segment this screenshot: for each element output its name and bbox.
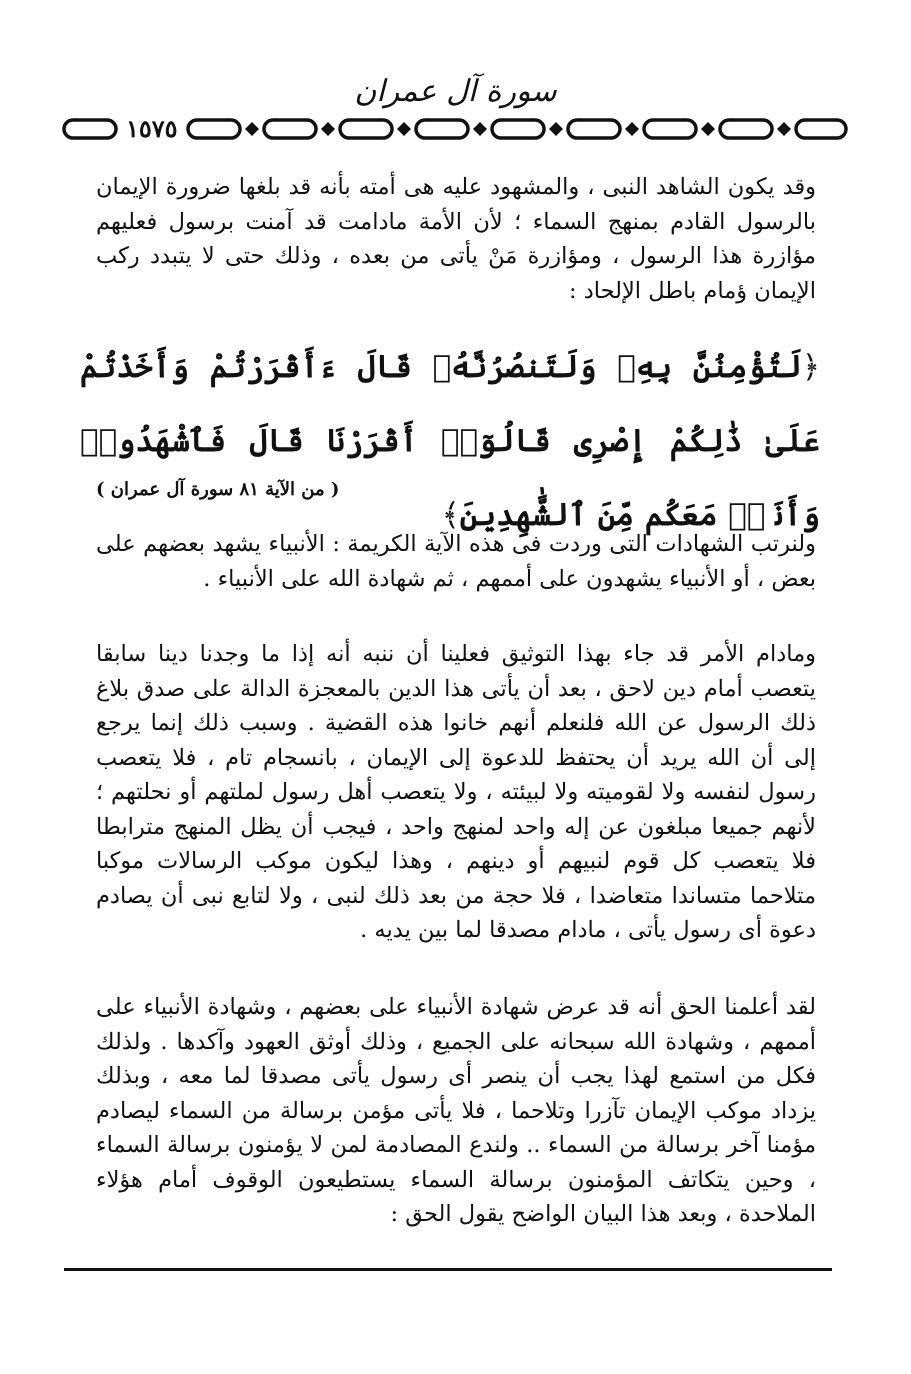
verse-citation: ( من الآية ٨١ سورة آل عمران )	[96, 479, 340, 500]
verse-open-bracket: ﴿	[801, 349, 820, 385]
header-ornament-band	[60, 112, 850, 146]
footer-rule	[64, 1268, 832, 1271]
page-number: ١٥٧٥	[122, 116, 182, 142]
paragraph-2: ولنرتب الشهادات التى وردت فى هذه الآية الكريمة : الأنبياء يشهد بعضهم على بعض ، أو الأنبياء يشهدون على أممهم ، ثم شهادة الله على الأنبياء .	[96, 531, 816, 592]
paragraph-3: ومادام الأمر قد جاء بهذا التوثيق فعلينا أن ننبه أنه إذا ما وجدنا دينا سابقا يتعصب أمام دين لاحق ، بعد أن يأتى هذا الدين بالمعجزة الدالة على صدق بلاغ ذلك الرسول عن الله فلنعلم أنهم خانوا هذه القضية . وسبب ذلك إنما يرجع إلى أن الله يريد أن يحتفظ للدعوة إلى الإيمان ، بانسجام تام ، فلا يتعصب رسول لنفسه ولا لقوميته ولا لبيئته ، ولا يتعصب أهل رسول لملتهم أو نحلتهم ؛ لأنهم جميعا مبلغون عن إله واحد لمنهج واحد ، فيجب أن يظل المنهج مترابطا فلا يتعصب كل قوم لنبيهم أو دينهم ، وهذا ليكون موكب الرسالات موكبا متلاحما متساندا متعاضدا ، فلا حجة من بعد ذلك لنبى ، ولا لتابع نبى أن يصادم دعوة أى رسول يأتى ، مادام مصدقا لما بين يديه .	[96, 641, 816, 943]
verse-text: لَتُؤْمِنُنَّ بِهِۦ وَلَتَنصُرُنَّهُۥ قَالَ ءَأَقْرَرْتُمْ وَأَخَذْتُمْ عَلَىٰ ذَٰلِكُمْ إِصْرِى قَالُوٓا۟ أَقْرَرْنَا قَالَ فَٱشْهَدُوا۟ وَأَنَا۠ مَعَكُم مِّنَ ٱلشَّٰهِدِينَ	[80, 349, 820, 533]
quran-verse	[80, 330, 820, 552]
paragraph-1: وقد يكون الشاهد النبى ، والمشهود عليه هى أمته بأنه قد بلغها ضرورة الإيمان بالرسول القادم بمنهج السماء ؛ لأن الأمة مادامت قد آمنت برسول فعليهم مؤازرة هذا الرسول ، ومؤازرة مَنْ يأتى من بعده ، وذلك حتى لا يتبدد ركب الإيمان ؤمام باطل الإلحاد :	[96, 174, 816, 304]
paragraph-4: لقد أعلمنا الحق أنه قد عرض شهادة الأنبياء على بعضهم ، وشهادة الأنبياء على أممهم ، وشهادة الله سبحانه على الجميع ، وذلك أوثق العهود وآكدها . ولذلك فكل من استمع لهذا يجب أن ينصر أى رسول يأتى مصدقا لما معه ، وبذلك يزداد موكب الإيمان تآزرا وتلاحما ، فلا يأتى مؤمن برسالة من السماء ليصادم مؤمنا آخر برسالة من السماء .. ولندع المصادمة لمن لا يؤمنون برسالة السماء ، وحين يتكاتف المؤمنون برسالة السماء يستطيعون الوقوف أمام هؤلاء الملاحدة ، وبعد هذا البيان الواضح يقول الحق :	[96, 994, 816, 1227]
surah-title: سورة آل عمران	[354, 74, 557, 109]
verse-close-bracket: ﴾	[441, 497, 460, 533]
